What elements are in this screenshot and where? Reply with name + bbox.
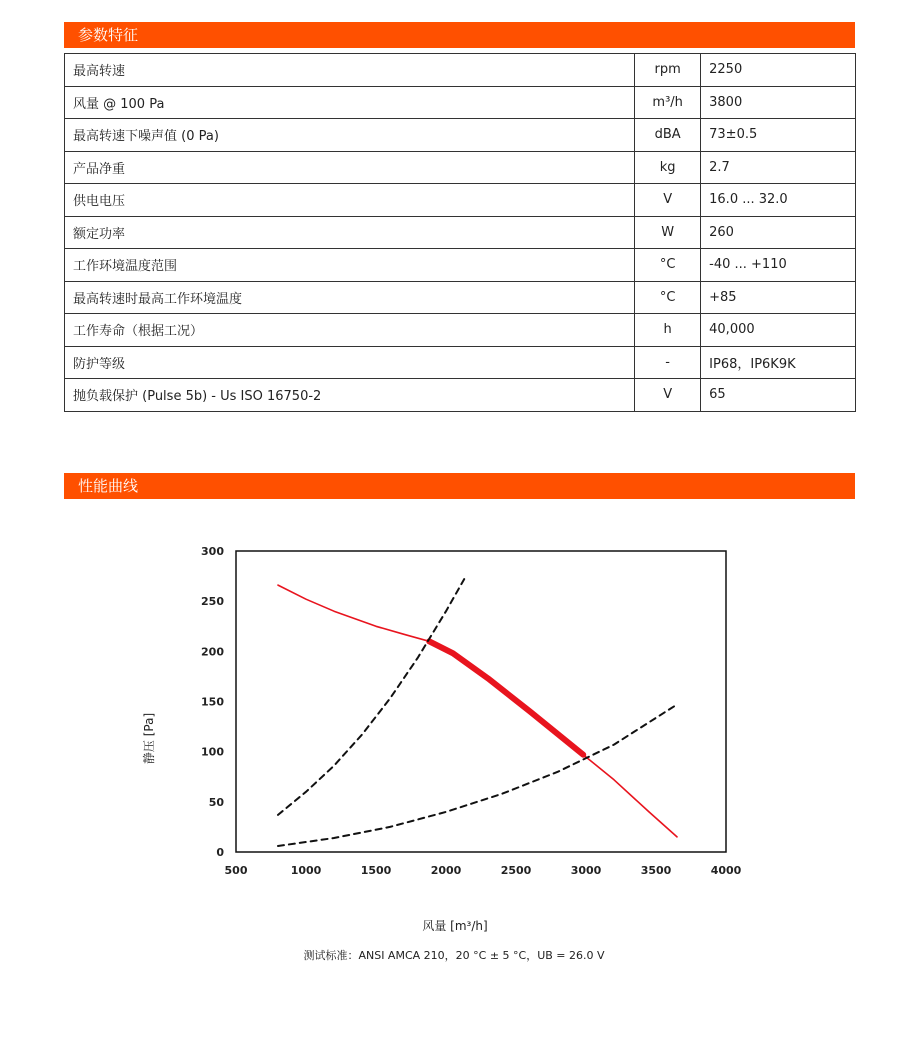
spec-name: 风量 @ 100 Pa bbox=[65, 86, 635, 119]
spec-unit: V bbox=[635, 379, 701, 412]
spec-row bbox=[65, 151, 856, 184]
x-tick-label: 3000 bbox=[570, 864, 602, 877]
test-standard-note: 测试标准：ANSI AMCA 210，20 °C ± 5 °C，UB = 26.0 V bbox=[303, 949, 605, 962]
spec-unit: V bbox=[635, 184, 701, 217]
spec-value: 65 bbox=[701, 379, 856, 412]
spec-value: 40,000 bbox=[701, 314, 856, 347]
spec-row bbox=[65, 86, 856, 119]
spec-name: 供电电压 bbox=[65, 184, 635, 217]
spec-name: 额定功率 bbox=[65, 216, 635, 249]
spec-unit: - bbox=[635, 346, 701, 379]
spec-value: 2250 bbox=[701, 54, 856, 87]
x-tick-label: 2500 bbox=[500, 864, 532, 877]
x-axis-label: 风量 [m³/h] bbox=[422, 919, 488, 933]
spec-value: IP68，IP6K9K bbox=[701, 346, 856, 379]
series-line-dashed bbox=[278, 705, 677, 847]
spec-unit: W bbox=[635, 216, 701, 249]
spec-row bbox=[65, 346, 856, 379]
x-tick-label: 1000 bbox=[290, 864, 322, 877]
spec-value: 16.0 ... 32.0 bbox=[701, 184, 856, 217]
spec-name: 最高转速时最高工作环境温度 bbox=[65, 281, 635, 314]
spec-unit: kg bbox=[635, 151, 701, 184]
series-line-dashed bbox=[278, 579, 464, 815]
y-tick-label: 100 bbox=[201, 745, 224, 759]
spec-unit: rpm bbox=[635, 54, 701, 87]
spec-name: 防护等级 bbox=[65, 346, 635, 379]
curve-section-title: 性能曲线 bbox=[64, 473, 855, 499]
y-tick-label: 250 bbox=[201, 595, 224, 609]
spec-unit: m³/h bbox=[635, 86, 701, 119]
spec-value: 73±0.5 bbox=[701, 119, 856, 152]
spec-name: 工作寿命（根据工况） bbox=[65, 314, 635, 347]
spec-row bbox=[65, 314, 856, 347]
spec-unit: °C bbox=[635, 249, 701, 282]
y-tick-label: 300 bbox=[201, 545, 224, 558]
y-tick-label: 150 bbox=[201, 695, 224, 709]
y-tick-label: 0 bbox=[216, 846, 224, 859]
spec-table bbox=[64, 53, 856, 412]
spec-value: 2.7 bbox=[701, 151, 856, 184]
y-axis-label: 静压 [Pa] bbox=[142, 712, 156, 765]
spec-value: +85 bbox=[701, 281, 856, 314]
spec-row bbox=[65, 281, 856, 314]
spec-name: 最高转速下噪声值 (0 Pa) bbox=[65, 119, 635, 152]
performance-chart bbox=[0, 530, 920, 970]
x-tick-label: 500 bbox=[224, 864, 248, 877]
series-line-solid bbox=[278, 585, 677, 837]
spec-name: 抛负载保护 (Pulse 5b) - Us ISO 16750-2 bbox=[65, 379, 635, 412]
spec-name: 工作环境温度范围 bbox=[65, 249, 635, 282]
spec-row bbox=[65, 184, 856, 217]
spec-row bbox=[65, 216, 856, 249]
y-tick-label: 200 bbox=[201, 645, 224, 659]
spec-unit: dBA bbox=[635, 119, 701, 152]
spec-value: 3800 bbox=[701, 86, 856, 119]
spec-row bbox=[65, 379, 856, 412]
plot-frame bbox=[236, 551, 726, 852]
chart-svg bbox=[0, 530, 920, 950]
spec-section-title: 参数特征 bbox=[64, 22, 855, 48]
spec-row bbox=[65, 54, 856, 87]
spec-value: -40 ... +110 bbox=[701, 249, 856, 282]
spec-name: 产品净重 bbox=[65, 151, 635, 184]
x-tick-label: 1500 bbox=[360, 864, 392, 877]
x-tick-label: 2000 bbox=[430, 864, 462, 877]
spec-row bbox=[65, 249, 856, 282]
spec-unit: °C bbox=[635, 281, 701, 314]
x-tick-label: 3500 bbox=[640, 864, 672, 877]
spec-unit: h bbox=[635, 314, 701, 347]
x-tick-label: 4000 bbox=[710, 864, 742, 877]
y-tick-label: 50 bbox=[208, 795, 224, 809]
spec-row bbox=[65, 119, 856, 152]
spec-value: 260 bbox=[701, 216, 856, 249]
series-line-thick bbox=[429, 641, 583, 754]
spec-name: 最高转速 bbox=[65, 54, 635, 87]
